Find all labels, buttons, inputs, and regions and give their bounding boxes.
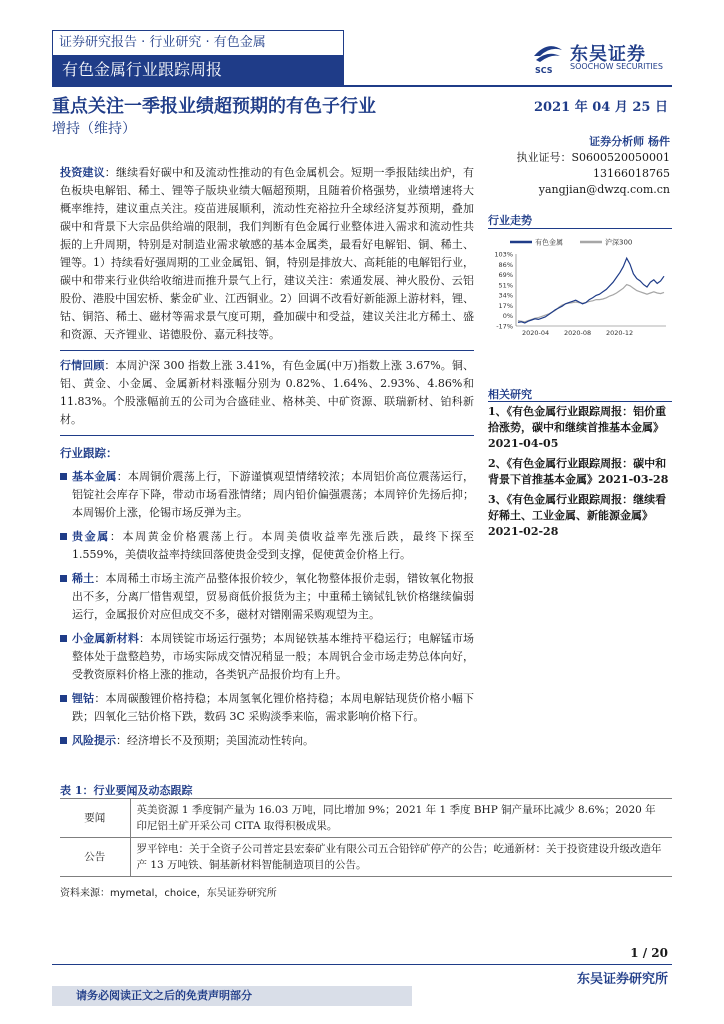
table-source: 资料来源：mymetal，choice，东吴证券研究所 [60, 888, 277, 899]
related-item[interactable]: 1、《有色金属行业跟踪周报：铝价重拾涨势，碳中和继续首推基本金属》2021-04-05 [488, 405, 667, 450]
x-tick-label: 2020-12 [606, 329, 634, 337]
bullet-minor-metals [60, 630, 474, 684]
news-table [60, 798, 672, 877]
bullet-text: ：本周铜价震荡上行，下游谨慎观望情绪较浓；本周铝价高位震荡运行，铝锭社会库存下降，带动市场看涨情绪；周内铅价偏强震荡；本周锌价先扬后抑；本周锡价上涨，伦锡市场反弹为主。 [72, 470, 474, 519]
review-label: 行情回顾 [60, 359, 105, 372]
trend-title: 行业走势 [488, 214, 532, 227]
y-tick-label: -17% [496, 322, 513, 331]
tracking-title: 行业跟踪： [60, 446, 118, 460]
x-tick-label: 2020-08 [564, 329, 592, 337]
logo-mark-text: SCS [535, 66, 553, 75]
footer-org: 东吴证券研究所 [576, 972, 668, 987]
legend-label: 沪深300 [605, 238, 633, 247]
series-line [518, 285, 664, 322]
row-label: 公告 [60, 838, 130, 877]
row-label: 要闻 [60, 799, 130, 838]
report-headline: 重点关注一季报业绩超预期的有色子行业 [52, 96, 376, 117]
y-tick-label: 69% [498, 271, 513, 280]
section-divider [60, 350, 474, 351]
investment-advice [60, 164, 474, 344]
report-date: 2021 年 04 月 25 日 [534, 100, 668, 115]
logo-cn-text: 东吴证券 [570, 44, 646, 65]
analyst-license: 执业证号：S0600520050001 [516, 151, 670, 164]
brand-logo [530, 38, 680, 78]
bullet-base-metals [60, 468, 474, 522]
table-row [60, 838, 672, 877]
row-text: 英美资源 1 季度铜产量为 16.03 万吨，同比增加 9%；2021 年 1 季度 BHP 铜产量环比减少 8.6%；2020 年印尼铝土矿开采公司 CITA 取得积极成果。 [130, 799, 672, 838]
market-review [60, 357, 474, 429]
y-tick-label: 51% [498, 281, 513, 290]
bullet-rare-earth [60, 570, 474, 624]
y-tick-label: 0% [502, 312, 513, 321]
analyst-phone: 13166018765 [593, 167, 670, 180]
footer-divider [52, 964, 672, 965]
bullet-lithium-cobalt [60, 690, 474, 726]
bullet-text: ：本周镁锭市场运行强势；本周铋铁基本维持平稳运行；电解锰市场整体处于盘整趋势，市场实际成交情况稍显一般；本周钒合金市场走势总体向好，受教资原料价格上涨的推动，各类钒产品报价均有上升。 [72, 632, 475, 681]
bullet-text: ：本周碳酸锂价格持稳；本周氢氧化锂价格持稳；本周电解钴现货价格小幅下跌；四氧化三钴价格下跌，数码 3C 采购淡季来临，需求影响价格下行。 [72, 692, 474, 723]
analyst-email[interactable]: yangjian@dwzq.com.cn [538, 183, 670, 196]
table-caption: 表 1：行业要闻及动态跟踪 [60, 784, 193, 797]
analyst-block [490, 134, 670, 198]
table-row [60, 799, 672, 838]
bullet-label: 贵金属 [72, 530, 110, 543]
rating-label: 增持（维持） [52, 121, 136, 137]
bullet-label: 小金属新材料 [72, 632, 140, 645]
risk-label: 风险提示 [72, 734, 116, 747]
bullet-text: ：本周黄金价格震荡上行。本周美债收益率先涨后跌，最终下探至 1.559%，美债收益率持续回落使贵金受到支撑，促使黄金价格上行。 [72, 530, 475, 561]
investment-label: 投资建议 [60, 166, 105, 179]
logo-en-text: SOOCHOW SECURITIES [570, 62, 663, 71]
section-divider [60, 435, 474, 436]
bullet-precious-metals [60, 528, 474, 564]
risk-text: ：经济增长不及预期；美国流动性转向。 [116, 734, 314, 747]
bullet-label: 基本金属 [72, 470, 117, 483]
series-line [518, 258, 664, 323]
row-text: 罗平锌电：关于全资子公司普定县宏泰矿业有限公司五合铅锌矿停产的公告；屹通新材：关于投资建设升级改造年产 13 万吨铁、铜基新材料智能制造项目的公告。 [130, 838, 672, 877]
review-text: ：本周沪深 300 指数上涨 3.41%，有色金属(中万)指数上涨 3.67%。铜、铝、黄金、小金属、金属新材料涨幅分别为 0.82%、1.64%、2.93%、4.86%和 11.83%。个股涨幅前五的公司为合盛硅业、格林美、中矿资源、联瑞新材、铂科新材。 [60, 359, 475, 426]
related-research [488, 404, 672, 544]
y-tick-label: 103% [494, 250, 513, 259]
bullet-risk [60, 732, 474, 750]
analyst-role: 证券分析师 杨件 [589, 135, 670, 148]
bullet-label: 稀土 [72, 572, 95, 585]
legend-label: 有色金属 [535, 238, 563, 247]
y-tick-label: 17% [498, 301, 513, 310]
y-tick-label: 86% [498, 260, 513, 269]
related-item[interactable]: 3、《有色金属行业跟踪周报：继续看好稀土、工业金属、新能源金属》2021-02-28 [488, 493, 667, 538]
related-divider [488, 401, 672, 402]
x-tick-label: 2020-04 [522, 329, 550, 337]
investment-text: ：继续看好碳中和及流动性推动的有色金属机会。短期一季报陆续出炉，有色板块电解铝、稀土、锂等子版块业绩大幅超预期，且随着价格强势，业绩增速将大概率维持，建议重点关注。疫苗进展顺利，流动性充裕拉升全球经济复苏预期，叠加碳中和背景下大宗品供给端的限制，我们判断有色金属行业整体进入需求和流动性共振的上升周期，特别是对制造业需求敏感的基本金属类，最看好电解铝、铜、稀土、锂等。1）持续看好强周期的工业金属铝、铜，特别是排放大、高耗能的电解铝行业，碳中和带来行业供给收缩进而推升景气上行，建议关注：索通发展、神火股份、云铝股份、港股中国宏桥、紫金矿业、江西铜业。2）回调不改看好新能源上游材料，锂、钴、铜箔、稀土、磁材等需求景气度可期，叠加碳中和受益，建议关注北方稀土、盛和资源、天齐锂业、诺德股份、嘉元科技等。 [60, 166, 475, 341]
related-item[interactable]: 2、《有色金属行业跟踪周报：碳中和背景下首推基本金属》2021-03-28 [488, 457, 669, 486]
disclaimer-banner[interactable]: 请务必阅读正文之后的免责声明部分 [52, 986, 412, 1006]
bullet-text: ：本周稀土市场主流产品整体报价较少，氧化物整体报价走弱，镨钕氧化物报出不多，分离厂惜售观望，贸易商低价报货为主；中重稀土镝铽钆钬价格继续偏弱运行，金属报价对应但成交不多，磁材对镨刚需采购观望为主。 [72, 572, 474, 621]
report-series-title: 有色金属行业跟踪周报 [52, 55, 344, 85]
y-tick-label: 34% [498, 291, 513, 300]
bullet-label: 锂钴 [72, 692, 95, 705]
related-title: 相关研究 [488, 388, 532, 401]
main-body [60, 164, 474, 756]
industry-trend-chart [488, 232, 672, 344]
logo-mark-icon [530, 38, 566, 76]
page-number: 1 / 20 [630, 946, 668, 960]
header-divider [52, 85, 672, 87]
trend-divider [488, 228, 672, 229]
breadcrumb: 证券研究报告 · 行业研究 · 有色金属 [52, 30, 344, 56]
